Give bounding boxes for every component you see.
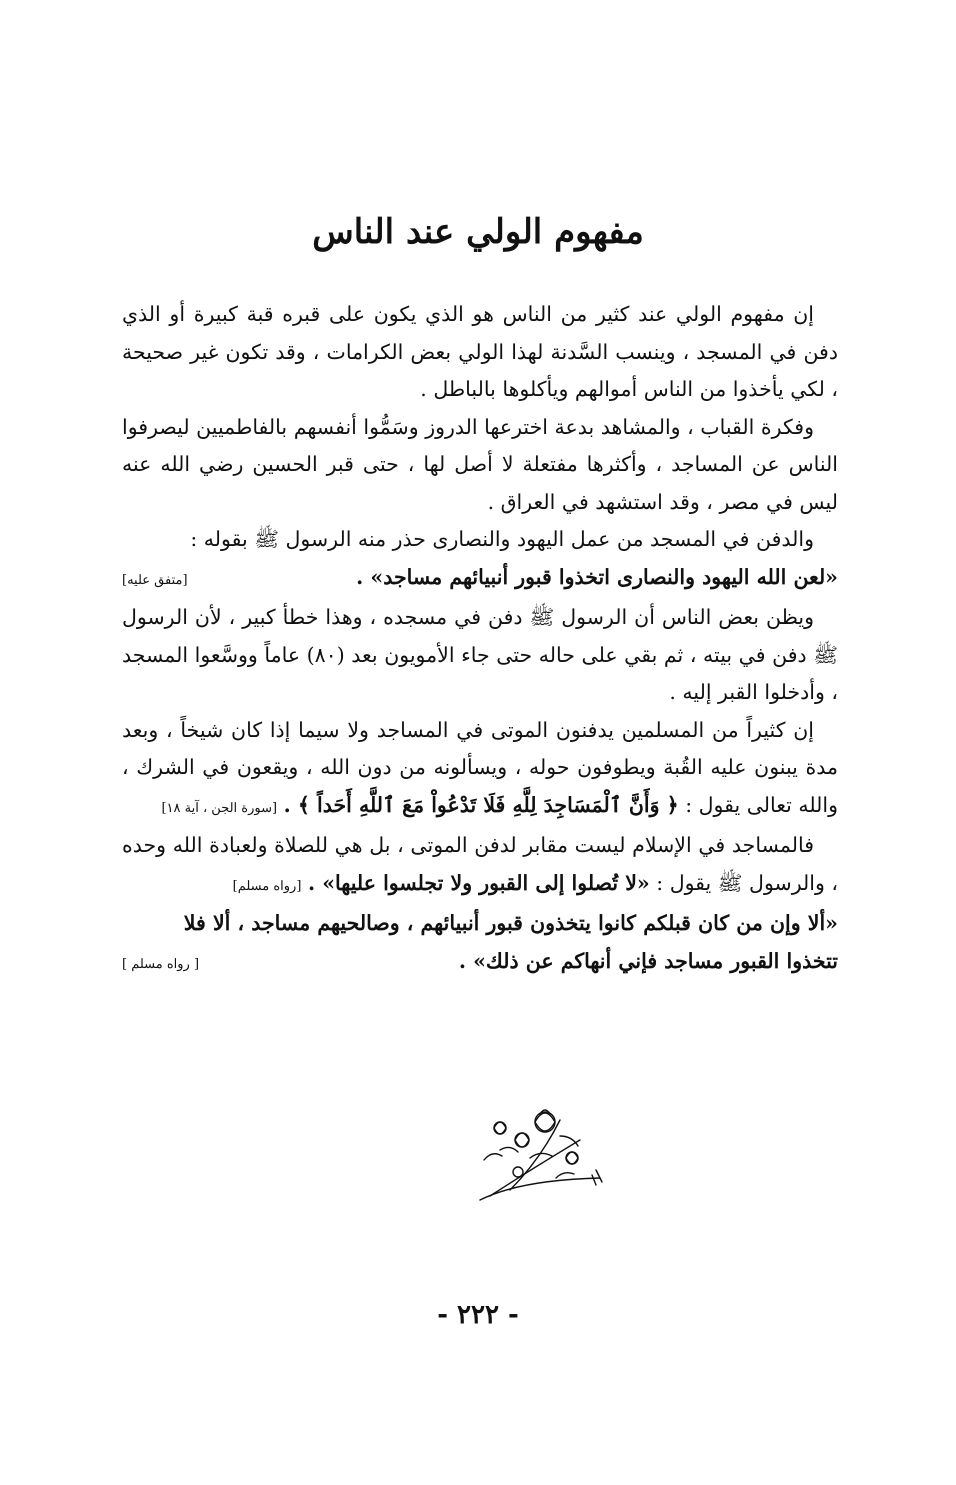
floral-ornament-icon <box>460 1100 610 1210</box>
quran-verse: ﴿ وَأَنَّ ٱلْمَسَاجِدَ لِلَّهِ فَلَا تَدْعُواْ مَعَ ٱللَّهِ أَحَداً ﴾ . <box>283 792 679 817</box>
citation-surah: [سورة الجن ، آية ١٨] <box>161 800 278 816</box>
citation-muttafaq: [متفق عليه] <box>122 572 188 588</box>
hadith-quote-1-line <box>122 559 838 600</box>
paragraph-5 <box>122 712 838 828</box>
hadith-quote-1: «لعن الله اليهود والنصارى اتخذوا قبور أنبيائهم مساجد» . <box>356 564 838 589</box>
hadith-quote-3b: تتخذوا القبور مساجد فإني أنهاكم عن ذلك» . <box>458 948 838 973</box>
hadith-quote-3a: «ألا وإن من كان قبلكم كانوا يتخذون قبور أنبيائهم ، وصالحيهم مساجد ، ألا فلا <box>183 911 838 935</box>
paragraph-6 <box>122 827 838 905</box>
paragraph-5-text: إن كثيراً من المسلمين يدفنون الموتى في المساجد ولا سيما إذا كان شيخاً ، وبعد مدة يبنون عليه القُبة ويطوفون حوله ، ويسألونه من دون الله ، ويقعون في الشرك ، والله تعالى يقول : <box>122 717 838 817</box>
citation-muslim-2: [ رواه مسلم ] <box>122 956 200 972</box>
hadith-quote-2: «لا تُصلوا إلى القبور ولا تجلسوا عليها» . <box>307 870 650 895</box>
paragraph-6-text: فالمساجد في الإسلام ليست مقابر لدفن الموتى ، بل هي للصلاة ولعبادة الله وحده ، والرسول ﷺ يقول : <box>122 833 838 895</box>
paragraph-2: وفكرة القباب ، والمشاهد بدعة اخترعها الدروز وسَمُّوا أنفسهم بالفاطميين ليصرفوا الناس عن المساجد ، وأكثرها مفتعلة لا أصل لها ، حتى قبر الحسين رضي الله عنه ليس في مصر ، وقد استشهد في العراق . <box>122 414 838 514</box>
hadith-quote-3-line <box>122 943 838 984</box>
paragraph-3-intro: والدفن في المسجد من عمل اليهود والنصارى حذر منه الرسول ﷺ بقوله : <box>190 527 814 551</box>
citation-muslim-1: [رواه مسلم] <box>232 878 302 894</box>
body-text <box>122 296 838 983</box>
page-title: مفهوم الولي عند الناس <box>312 212 644 252</box>
paragraph-4: ويظن بعض الناس أن الرسول ﷺ دفن في مسجده ، وهذا خطأ كبير ، لأن الرسول ﷺ دفن في بيته ، ثم بقي على حاله حتى جاء الأمويون بعد (٨٠) عاماً ووسَّعوا المسجد ، وأدخلوا القبر إليه . <box>122 605 838 704</box>
page-number: - ٢٢٢ - <box>437 1300 519 1330</box>
paragraph-1: إن مفهوم الولي عند كثير من الناس هو الذي يكون على قبره قبة كبيرة أو الذي دفن في المسجد ، وينسب السَّدنة لهذا الولي بعض الكرامات ، وقد تكون غير صحيحة ، لكي يأخذوا من الناس أموالهم ويأكلوها بالباطل . <box>122 302 838 401</box>
